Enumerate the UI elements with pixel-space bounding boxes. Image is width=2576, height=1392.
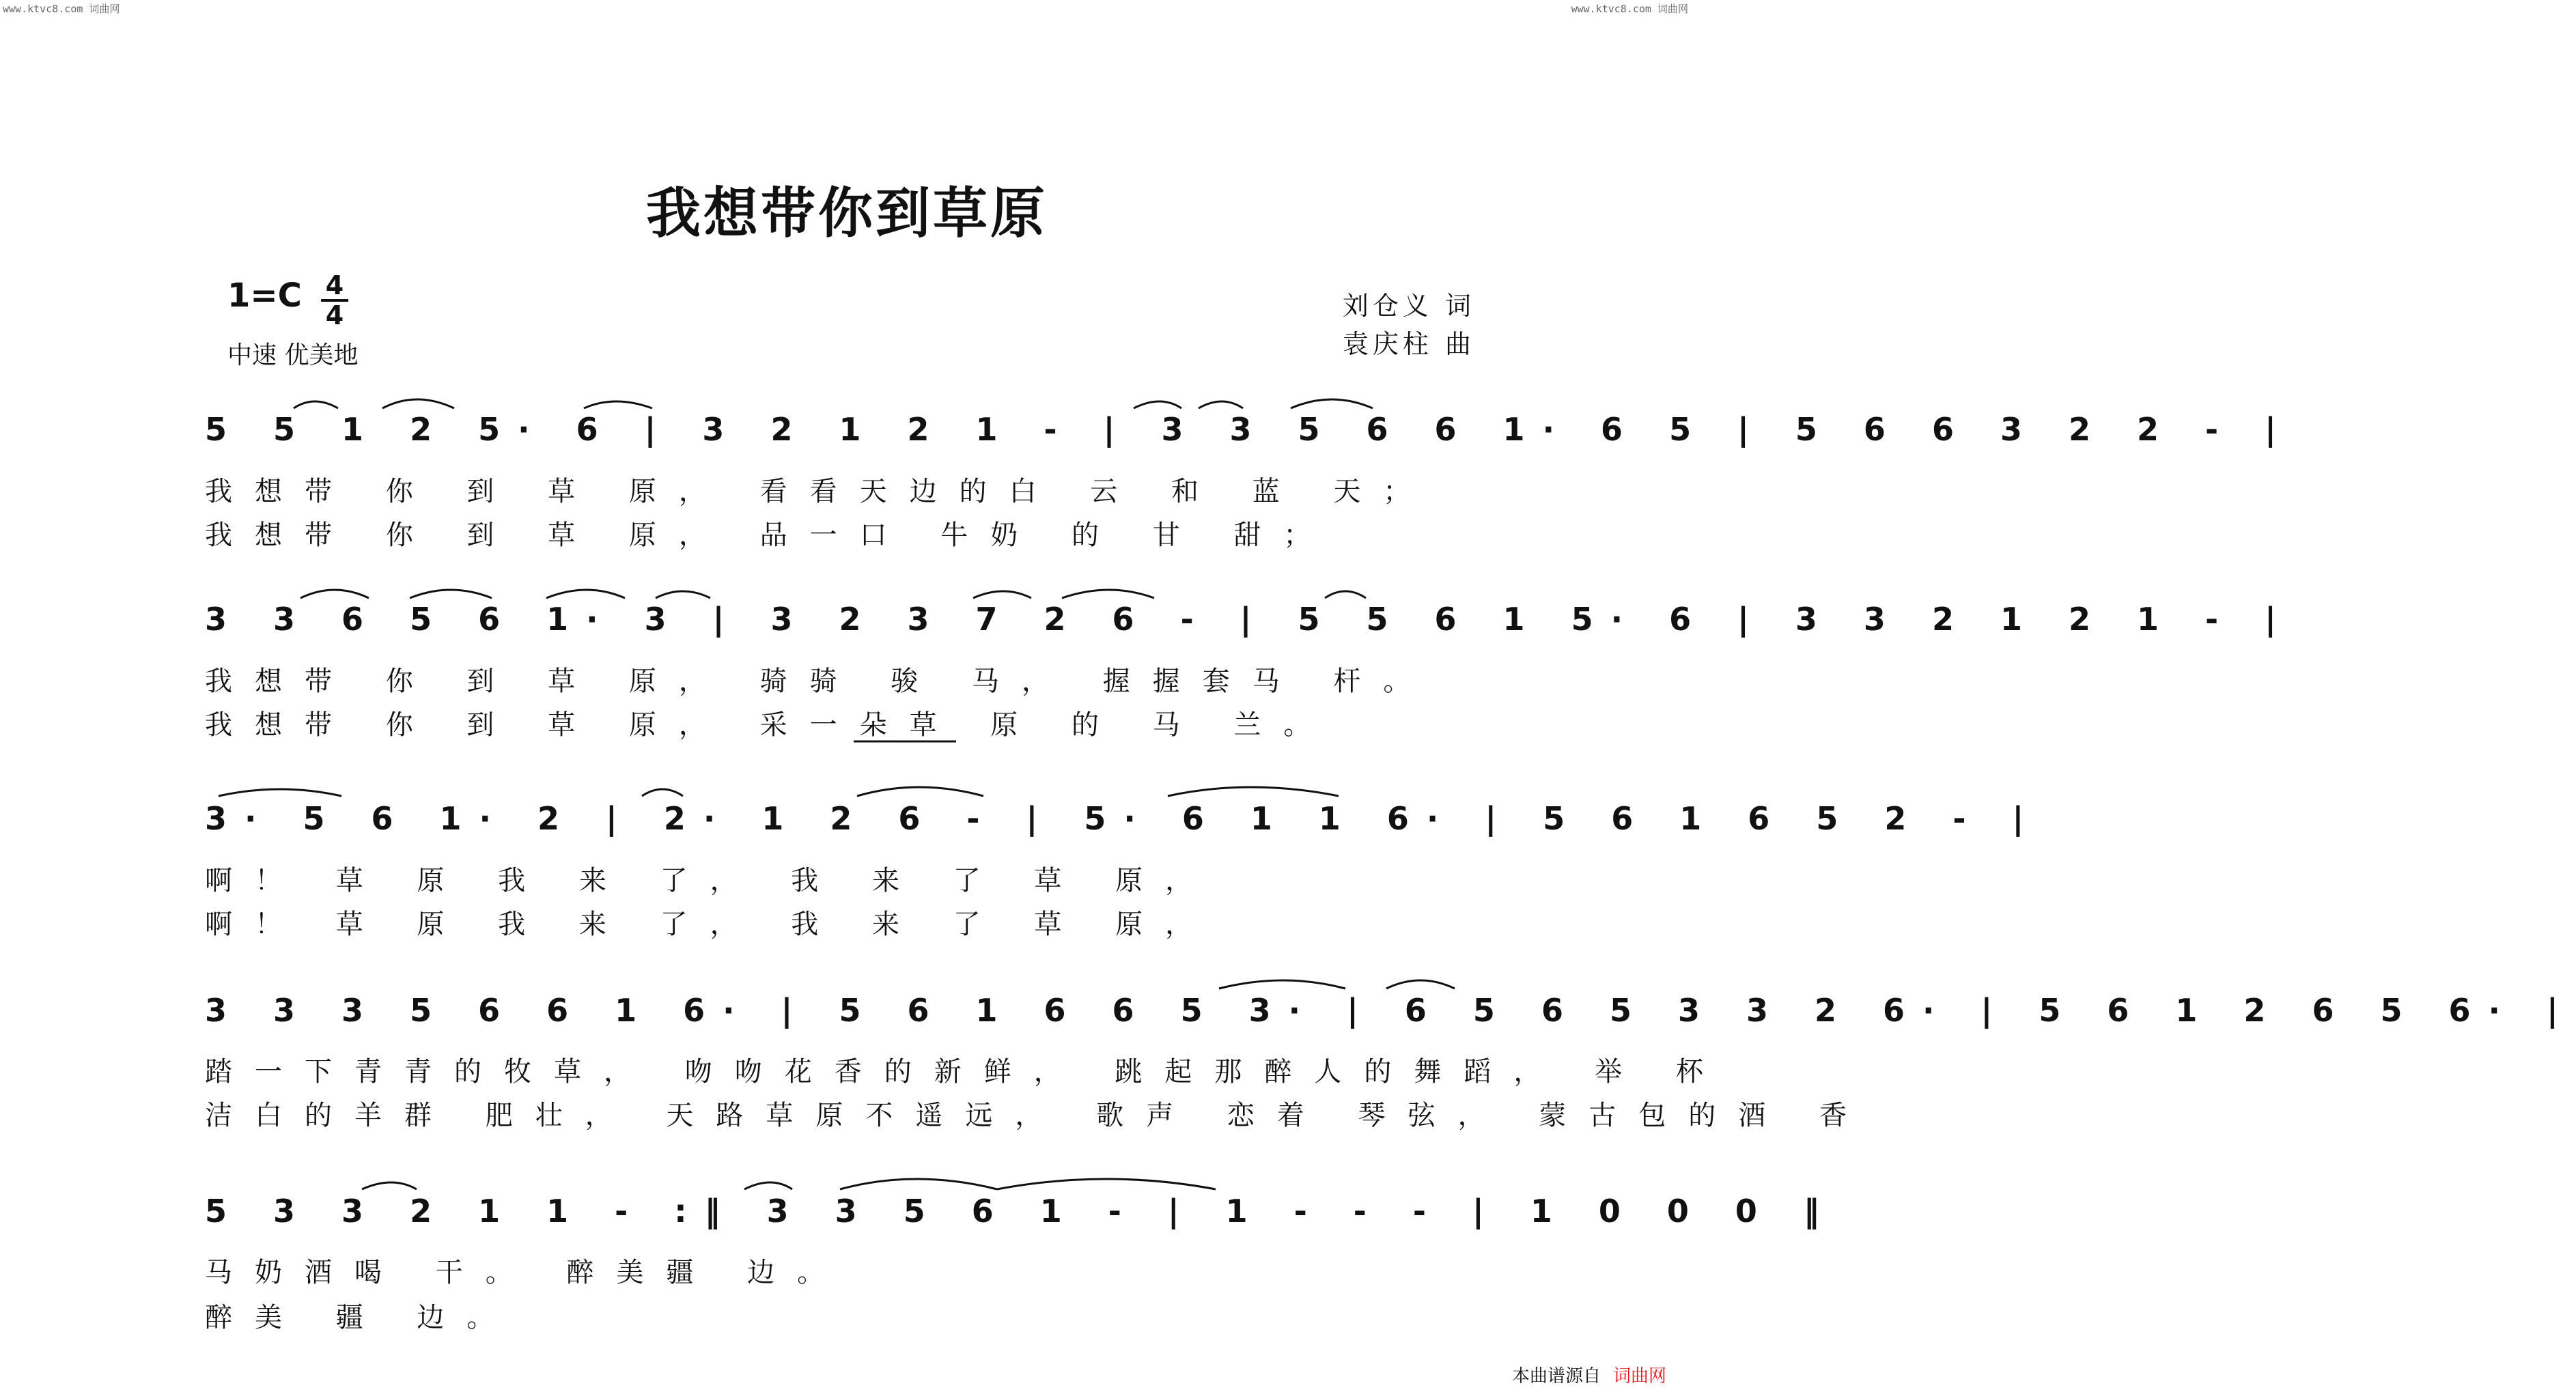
watermark-left: www.ktvc8.com 词曲网 [3,3,120,15]
notation-line-3: 3· 5 6 1· 2 | 2· 1 2 6 - | 5· 6 1 1 6· | 5 6 1 6 5 2 - | [205,800,2042,837]
slur [744,1182,792,1189]
lyric-line-5-verse-1: 马奶酒喝 干。 醉美疆 边。 [205,1257,848,1288]
lyric-line-3-verse-2: 啊！ 草 原 我 来 了， 我 来 了 草 原， [205,909,1216,940]
lyric-line-3-verse-1: 啊！ 草 原 我 来 了， 我 来 了 草 原， [205,865,1216,896]
footer [1512,1362,1666,1387]
notation-line-1: 5 5 1 2 5· 6 | 3 2 1 2 1 - | 3 3 5 6 6 1· 6 5 | 5 6 6 3 2 2 - | [205,411,2294,448]
slur [1325,591,1366,598]
slur [840,1179,997,1189]
slur [656,591,710,598]
slur [219,789,341,796]
slur [642,789,683,796]
slur [1062,590,1154,598]
slur [382,399,454,408]
footer-source: 本曲谱源自 [1511,1366,1601,1387]
time-signature-bottom: 4 [325,300,344,330]
lyric-line-1-verse-2: 我想带 你 到 草 原， 品一口 牛奶 的 甘 甜； [205,520,1334,551]
lyric-line-2-verse-1: 我想带 你 到 草 原， 骑骑 骏 马， 握握套马 杆。 [205,666,1433,697]
key-signature: 1=C [227,276,302,315]
notation-line-2: 3 3 6 5 6 1· 3 | 3 2 3 7 2 6 - | 5 5 6 1 5· 6 | 3 3 2 1 2 1 - | [205,601,2294,638]
slur [1219,980,1345,989]
slur [410,590,492,598]
lyric-line-2-verse-2: 我想带 你 到 草 原， 采一朵草 原 的 马 兰。 [205,709,1334,741]
lyricist-credit: 刘仓义 词 [1342,291,1475,321]
slur [973,591,1031,598]
slur [584,401,652,408]
slur [294,401,338,408]
slur [300,590,369,598]
time-signature-top: 4 [325,270,344,300]
footer-brand[interactable]: 词曲网 [1612,1366,1666,1387]
lyric-line-1-verse-1: 我想带 你 到 草 原， 看看天边的白 云 和 蓝 天； [205,476,1433,507]
slur [1386,980,1455,989]
notation-line-5: 5 3 3 2 1 1 - :‖ 3 3 5 6 1 - | 1 - - - | 1 0 0 0 ‖ [205,1193,1837,1230]
slur [1291,399,1373,408]
slur [546,590,625,598]
song-title: 我想带你到草原 [646,181,1048,245]
slur [1134,401,1181,408]
slur [1199,401,1243,408]
watermark-right: www.ktvc8.com 词曲网 [1571,3,1688,15]
slur [857,787,983,796]
lyric-line-4-verse-1: 踏一下青青的牧草， 吻吻花香的新鲜， 跳起那醉人的舞蹈， 举 杯 [205,1056,1726,1088]
slur [1168,787,1339,796]
composer-credit: 袁庆柱 曲 [1342,329,1475,359]
slur [362,1182,417,1189]
lyric-line-5-verse-2: 醉美 疆 边。 [205,1302,517,1333]
slur [997,1179,1216,1189]
notation-line-4: 3 3 3 5 6 6 1 6· | 5 6 1 6 6 5 3· | 6 5 6 5 3 3 2 6· | 5 6 1 2 6 5 6· | [205,992,2576,1029]
tempo-marking: 中速 优美地 [227,341,359,369]
lyric-line-4-verse-2: 洁白的羊群 肥壮， 天路草原不遥远， 歌声 恋着 琴弦， 蒙古包的酒 香 [205,1100,1870,1131]
